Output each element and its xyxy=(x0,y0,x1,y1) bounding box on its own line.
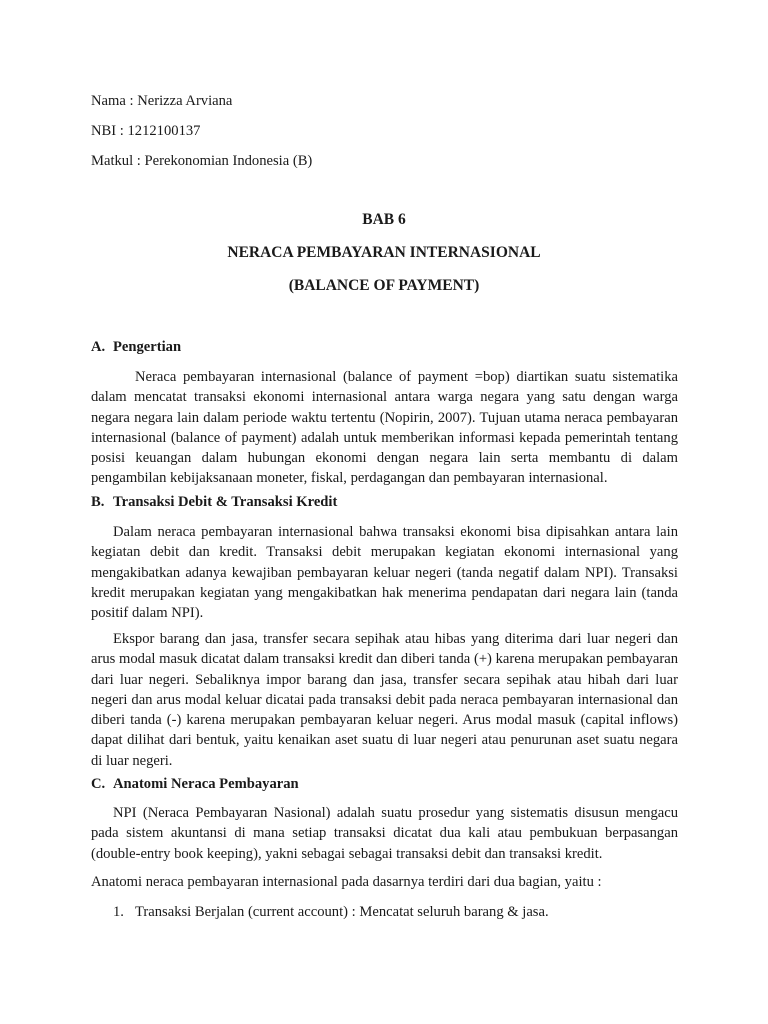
list-item xyxy=(113,904,549,921)
document-subtitle: (BALANCE OF PAYMENT) xyxy=(288,277,480,294)
list-text: Transaksi Berjalan (current account) : Mencatat seluruh barang & jasa. xyxy=(135,904,549,920)
list-number: 1. xyxy=(113,904,124,920)
course-name: Matkul : Perekonomian Indonesia (B) xyxy=(91,153,313,169)
section-label: B. xyxy=(91,494,105,510)
paragraph-pengertian: Neraca pembayaran internasional (balance of payment =bop) diartikan suatu sistematika dalam mencatat transaksi ekonomi internasional antara warga negara yang satu dengan warga negara negara lain dalam periode waktu tertentu (Nopirin, 2007). Tujuan utama neraca pembayaran internasional (balance of payment) adalah untuk memberikan informasi kepada pemerintah tentang posisi keuangan dalam hubungan ekonomi dengan negara lain serta membantu di dalam pengambilan kebijaksanaan moneter, fiskal, perdagangan dan pembayaran internasional. xyxy=(91,369,678,487)
student-nbi: NBI : 1212100137 xyxy=(91,123,201,139)
section-title: Pengertian xyxy=(113,339,182,355)
paragraph-debit-kredit: Dalam neraca pembayaran internasional bahwa transaksi ekonomi bisa dipisahkan antara lain kegiatan debit dan kredit. Transaksi debit merupakan kegiatan ekonomi internasional yang mengakibatkan adanya kewajiban pembayaran keluar negeri (tanda negatif dalam NPI). Transaksi kredit merupakan kegiatan yang mengakibatkan hak menerima pendapatan dari negara lain (tanda positif dalam NPI). xyxy=(91,524,678,622)
document-title: NERACA PEMBAYARAN INTERNASIONAL xyxy=(227,244,541,261)
section-label: C. xyxy=(91,776,106,792)
section-heading-a xyxy=(91,339,181,356)
section-label: A. xyxy=(91,339,106,355)
paragraph-ekspor: Ekspor barang dan jasa, transfer secara sepihak atau hibas yang diterima dari luar negeri dan arus modal masuk dicatat dalam transaksi kredit dan diberi tanda (+) karena merupakan pembayaran dari luar negeri. Sebaliknya impor barang dan jasa, transfer secara sepihak atau hibah dari luar negeri dan arus modal keluar dicatai pada transaksi debit pada neraca pembayaran internasional dan diberi tanda (-) karena merupakan pembayaran keluar negeri. Arus modal masuk (capital inflows) dapat dilihat dari bentuk, yaitu kenaikan aset suatu di luar negeri atau penurunan aset suatu negara di luar negeri. xyxy=(91,631,678,769)
section-title: Anatomi Neraca Pembayaran xyxy=(113,776,299,792)
student-name: Nama : Nerizza Arviana xyxy=(91,93,233,109)
section-title: Transaksi Debit & Transaksi Kredit xyxy=(113,494,338,510)
paragraph-anatomi: Anatomi neraca pembayaran internasional pada dasarnya terdiri dari dua bagian, yaitu : xyxy=(91,874,602,890)
section-heading-c xyxy=(91,776,299,793)
section-heading-b xyxy=(91,494,337,511)
paragraph-npi: NPI (Neraca Pembayaran Nasional) adalah suatu prosedur yang sistematis disusun mengacu pada sistem akuntansi di mana setiap transaksi dicatat dua kali atau pembukuan berpasangan (double-entry book keeping), yakni sebagai sebagai transaksi debit dan transaksi kredit. xyxy=(91,805,678,862)
chapter-title: BAB 6 xyxy=(362,211,406,228)
